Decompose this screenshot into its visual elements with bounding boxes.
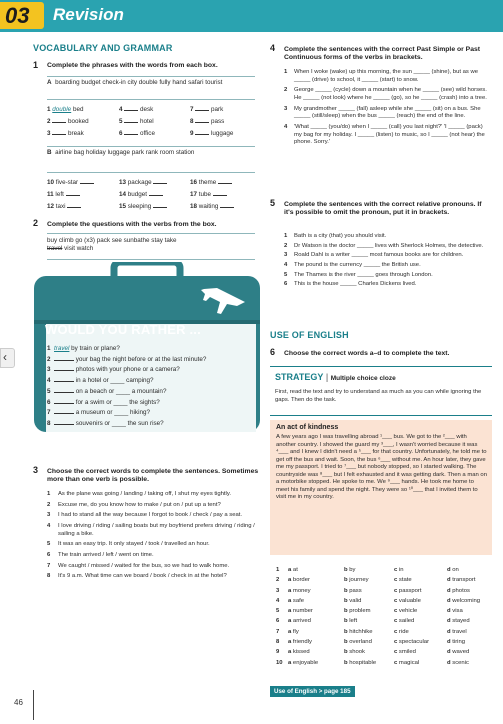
- ex4-number: 4: [270, 43, 276, 53]
- ex2-instruction: Complete the questions with the verbs from the box.: [47, 221, 217, 228]
- ex2-word-box: buy climb go (x3) pack see sunbathe stay take travel visit watch: [47, 237, 177, 253]
- chevron-left-icon: ‹: [3, 350, 7, 364]
- vocab-grammar-title: VOCABULARY AND GRAMMAR: [33, 43, 173, 53]
- page-number: 46: [14, 698, 23, 707]
- strategy-heading: STRATEGY | Multiple choice cloze: [275, 372, 396, 382]
- ex6-instruction: Choose the correct words a–d to complete the text.: [284, 350, 450, 357]
- reading-text: A few years ago I was travelling abroad ¹___ bus. We got to the ²___ with another country. I showed the guard my ³___, I wasn't worried because it was ⁴___ and I knew I didn't need a ⁵___ for that country. Unfortunately, he told me to get off the bus and wait. Soon, the bus ⁶___ without me. An hour later, they gave me my passport. I tried to ⁷___ but nobody stopped, so I started walking. The countryside was ⁸___ but I felt exhausted and it was getting dark. Then a man on a motorbike stopped. He spoke to me. We ⁹___ hands. He took me home to meet his family and spend the night. They were so ¹⁰___ that I invited them to visit me in my country.: [276, 434, 487, 501]
- use-of-english-title: USE OF ENGLISH: [270, 330, 349, 340]
- wyr-list: 1 travel by train or plane? 2 your bag the night before or at the last minute? 3 photos with your phone or a camera? 4 in a hotel or ____ camping? 5 on a beach or ____ a mountain? 6 for a swim or ____ the sights? 7 a museum or ____ hiking? 8 souvenirs or ____ the sun rise?: [47, 345, 207, 427]
- ex3-instruction: Choose the correct words to complete the sentences. Sometimes more than one verb is possible.: [47, 468, 259, 484]
- page-divider: [33, 690, 34, 720]
- choices-table: 1 a at b by c in d on 2 a border b journey c state d transport 3 a money b pass c passport d photos 4 a safe b valid c valuable d welcoming 5 a number b problem c vehicle d visa 6 a arrived b left c sailed d stayed 7 a fly b hitchhike c ride d travel 8 a friendly b overland c spectacular d tiring 9 a kissed b shook c smiled d waved 10 a enjoyable b hospitable c magical d scenic: [276, 567, 481, 666]
- ex3-number: 3: [33, 465, 39, 475]
- wyr-title: WOULD YOU RATHER ...: [45, 322, 201, 337]
- ex5-list: 1 Bath is a city (that) you should visit. 2 Dr Watson is the doctor _____ lives with Sherlock Holmes, the detective. 3 Roald Dahl is a writer _____ most famous books are for children. 4 The pound is the currency _____ the British use. 5 The Thames is the river _____ goes through London. 6 This is the house _____ Charles Dickens lived.: [284, 233, 484, 288]
- unit-number: 03: [5, 3, 30, 28]
- ex6-number: 6: [270, 347, 276, 357]
- ex4-instruction: Complete the sentences with the correct Past Simple or Past Continuous forms of the verbs in brackets.: [284, 46, 481, 62]
- reading-title: An act of kindness: [276, 424, 339, 431]
- ex4-list: 1 When I woke (wake) up this morning, the sun _____ (shine), but as we _____ (drive) to school, it _____ (start) to snow. 2 George _____ (cycle) down a mountain when he _____ (see) wild horses. He _____ (not look) where he _____ (go), so he _____ (crash) into a tree. 3 My grandmother _____ (fall) asleep while she _____ (sit) on a bus. She _____ (still/sleep) when the bus _____ (reach) the end of the line. 4 'What _____ (you/do) when I _____ (call) you last night?' 'I _____ (pack) my bag for my holiday. I _____ (listen) to music, so I _____ (not hear) the phone. Sorry.': [284, 69, 487, 146]
- use-of-english-link[interactable]: Use of English > page 185: [270, 686, 355, 697]
- strategy-text: First, read the text and try to understand as much as you can while ignoring the gaps. Then do the task.: [275, 389, 482, 403]
- ex3-list: 1 As the plane was going / landing / taking off, I shut my eyes tightly. 2 Excuse me, do you know how to make / put on / put up a tent? 3 I had to stand all the way because I forgot to book / check / pay a seat. 4 I love driving / riding / sailing boats but my boyfriend prefers driving / riding / sailing a bike. 5 It was an easy trip. It only stayed / took / travelled an hour. 6 The train arrived / left / went on time. 7 We caught / missed / waited for the bus, so we had to walk home. 8 It's 9 a.m. What time can we board / book / check in at the hotel?: [47, 491, 255, 580]
- ex2-number: 2: [33, 218, 39, 228]
- ex5-number: 5: [270, 198, 276, 208]
- ex5-instruction: Complete the sentences with the correct relative pronouns. If it's possible to omit the pronoun, put it in brackets.: [284, 201, 482, 217]
- unit-title: Revision: [53, 5, 124, 24]
- ex1-boxB: B airline bag holiday luggage park rank room station: [47, 149, 195, 156]
- ex1-instruction: Complete the phrases with the words from each box.: [47, 62, 218, 69]
- ex1-boxA: A boarding budget check-in city double fully hand safari tourist: [47, 79, 223, 86]
- ex1-number: 1: [33, 60, 39, 70]
